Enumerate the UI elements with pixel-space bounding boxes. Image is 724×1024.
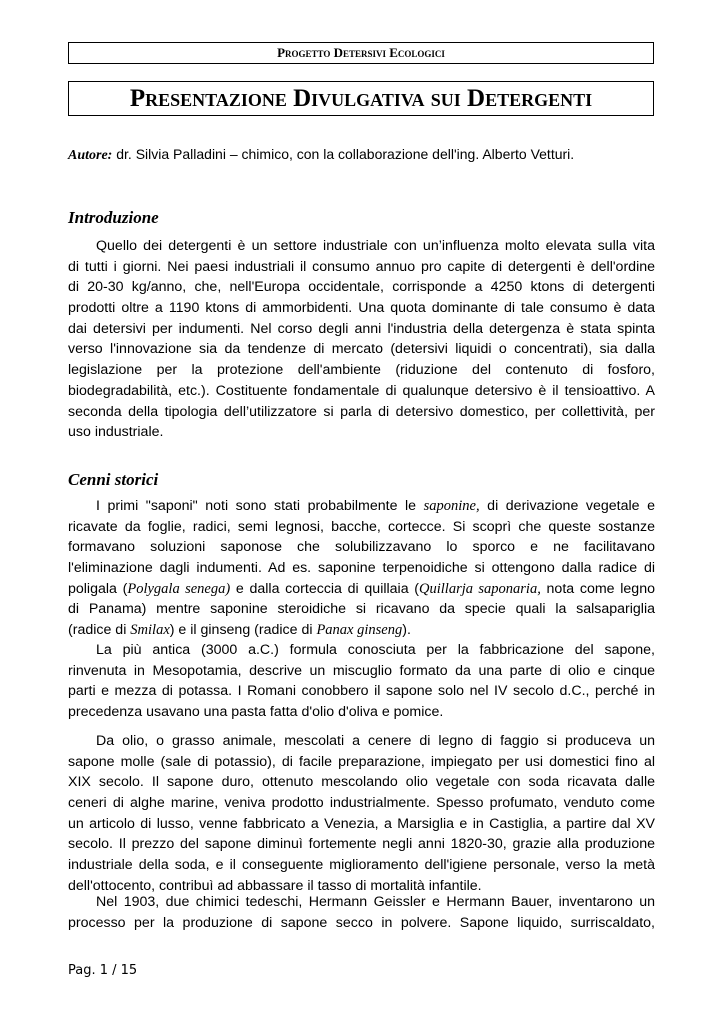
text-line: rinvenuta in Mesopotamia, descrive un miscuglio formato da una parte di olio e cinque xyxy=(68,662,655,679)
text-line xyxy=(68,579,655,600)
text-run: I primi "saponi" noti sono stati probabilmente le xyxy=(96,498,424,514)
text-line: processo per la produzione di sapone secco in polvere. Sapone liquido, surriscaldato, xyxy=(68,914,655,931)
page-number: Pag. 1 / 15 xyxy=(68,963,138,978)
text-line: precedenza usavano una pasta fatta d'olio d'oliva e pomice. xyxy=(68,704,444,721)
text-line: legislazione per la protezione dell'ambiente (riduzione del contenuto di fosforo, xyxy=(68,362,655,379)
author-line xyxy=(68,146,574,164)
paragraph-1903 xyxy=(68,892,655,933)
document-title: Presentazione Divulgativa sui Detergenti xyxy=(129,85,593,112)
text-line: l'eliminazione dagli indumenti. Ad es. saponine terpenoidiche si ottengono dalla radice di xyxy=(68,560,655,577)
text-line: XIX secolo. Il sapone duro, ottenuto mescolando olio vegetale con soda ricavata dalle xyxy=(68,774,655,791)
italic-term-quillarja: Quillarja saponaria, xyxy=(419,580,541,597)
text-run: nota come legno xyxy=(540,580,655,597)
paragraph-saponine xyxy=(68,496,655,641)
paragraph-mesopotamia xyxy=(68,640,655,723)
author-text: dr. Silvia Palladini – chimico, con la collaborazione dell'ing. Alberto Vetturi. xyxy=(112,146,575,162)
text-line xyxy=(68,496,655,517)
text-line: ricavate da foglie, radici, semi legnosi, bacche, cortecce. Si scoprì che queste sostanze xyxy=(68,518,655,535)
text-line: La più antica (3000 a.C.) formula conosciuta per la fabbricazione del sapone, xyxy=(96,642,655,658)
text-line: prodotti oltre a 1190 ktons di ammorbidenti. Una quota dominante di tale consumo è data xyxy=(68,300,655,317)
text-line xyxy=(68,620,655,641)
text-line: di 20-30 kg/anno, che, nell'Europa occidentale, corrisponde a 4250 ktons di detergenti xyxy=(68,279,655,296)
text-line: ceneri di alghe marine, veniva prodotto industrialmente. Spesso profumato, venduto come xyxy=(68,795,655,812)
paragraph-sapone-molle xyxy=(68,731,655,897)
paragraph-introduzione xyxy=(68,236,655,443)
text-line: di tutti i giorni. Nei paesi industriali il consumo annuo pro capite di detergenti è dell'ordine xyxy=(68,258,655,275)
text-line: industriale della soda, e il conseguente miglioramento dell'igiene personale, verso la metà xyxy=(68,857,655,874)
text-run: e dalla corteccia di quillaia ( xyxy=(230,580,420,597)
text-line: formavano soluzioni saponose che solubilizzavano lo sporco e ne facilitavano xyxy=(68,539,655,556)
text-line: dell'ottocento, contribuì ad abbassare il tasso di mortalità infantile. xyxy=(68,877,482,894)
section-heading-cenni-storici: Cenni storici xyxy=(68,470,159,489)
project-header xyxy=(68,42,654,64)
project-name: Progetto Detersivi Ecologici xyxy=(277,45,445,60)
text-line: Nel 1903, due chimici tedeschi, Hermann Geissler e Hermann Bauer, inventarono un xyxy=(96,894,655,910)
document-title-box xyxy=(68,81,654,116)
italic-term-smilax: Smilax xyxy=(130,622,170,639)
text-line: sapone molle (sale di potassio), di facile preparazione, impiegato per usi domestici fino al xyxy=(68,753,655,770)
text-line: dai detersivi per indumenti. Nel corso degli anni l'industria della detergenza è stata spinta xyxy=(68,320,655,337)
section-heading-introduzione: Introduzione xyxy=(68,208,159,227)
text-line: secolo. Il prezzo del sapone diminuì fortemente negli anni 1820-30, grazie alla produzione xyxy=(68,836,655,853)
text-line: biodegradabilità, etc.). Costituente fondamentale di qualunque detersivo è il tensioattivo. A xyxy=(68,382,655,399)
author-label: Autore: xyxy=(68,148,113,163)
italic-term-polygala: Polygala senega) xyxy=(127,580,231,597)
text-line: di Panama) mentre saponine steroidiche si ricavano da specie quali la salsapariglia xyxy=(68,601,655,618)
text-line: parti e mezza di potassa. I Romani conobbero il sapone solo nel IV secolo d.C., perché in xyxy=(68,683,655,700)
text-run: poligala ( xyxy=(68,580,128,597)
text-line: Quello dei detergenti è un settore industriale con un’influenza molto elevata sulla vita xyxy=(96,238,655,254)
text-run: ) e il ginseng (radice di xyxy=(169,622,317,639)
italic-term-panax: Panax ginseng xyxy=(316,622,403,639)
text-run: di derivazione vegetale e xyxy=(479,498,655,514)
text-line: Da olio, o grasso animale, mescolati a cenere di legno di faggio si produceva un xyxy=(96,733,655,749)
text-line: uso industriale. xyxy=(68,424,164,441)
text-line: seconda della tipologia dell’utilizzatore si parla di detersivo domestico, per collettività, per xyxy=(68,403,655,420)
italic-term-saponine: saponine, xyxy=(423,498,480,514)
text-line: verso l'innovazione sia da tendenze di mercato (detersivi liquidi o concentrati), sia dalla xyxy=(68,341,655,358)
text-run: (radice di xyxy=(68,622,131,639)
text-run: ). xyxy=(402,622,411,639)
text-line: un articolo di lusso, venne fabbricato a Venezia, a Marsiglia e in Castiglia, a partire dal XV xyxy=(68,815,655,832)
